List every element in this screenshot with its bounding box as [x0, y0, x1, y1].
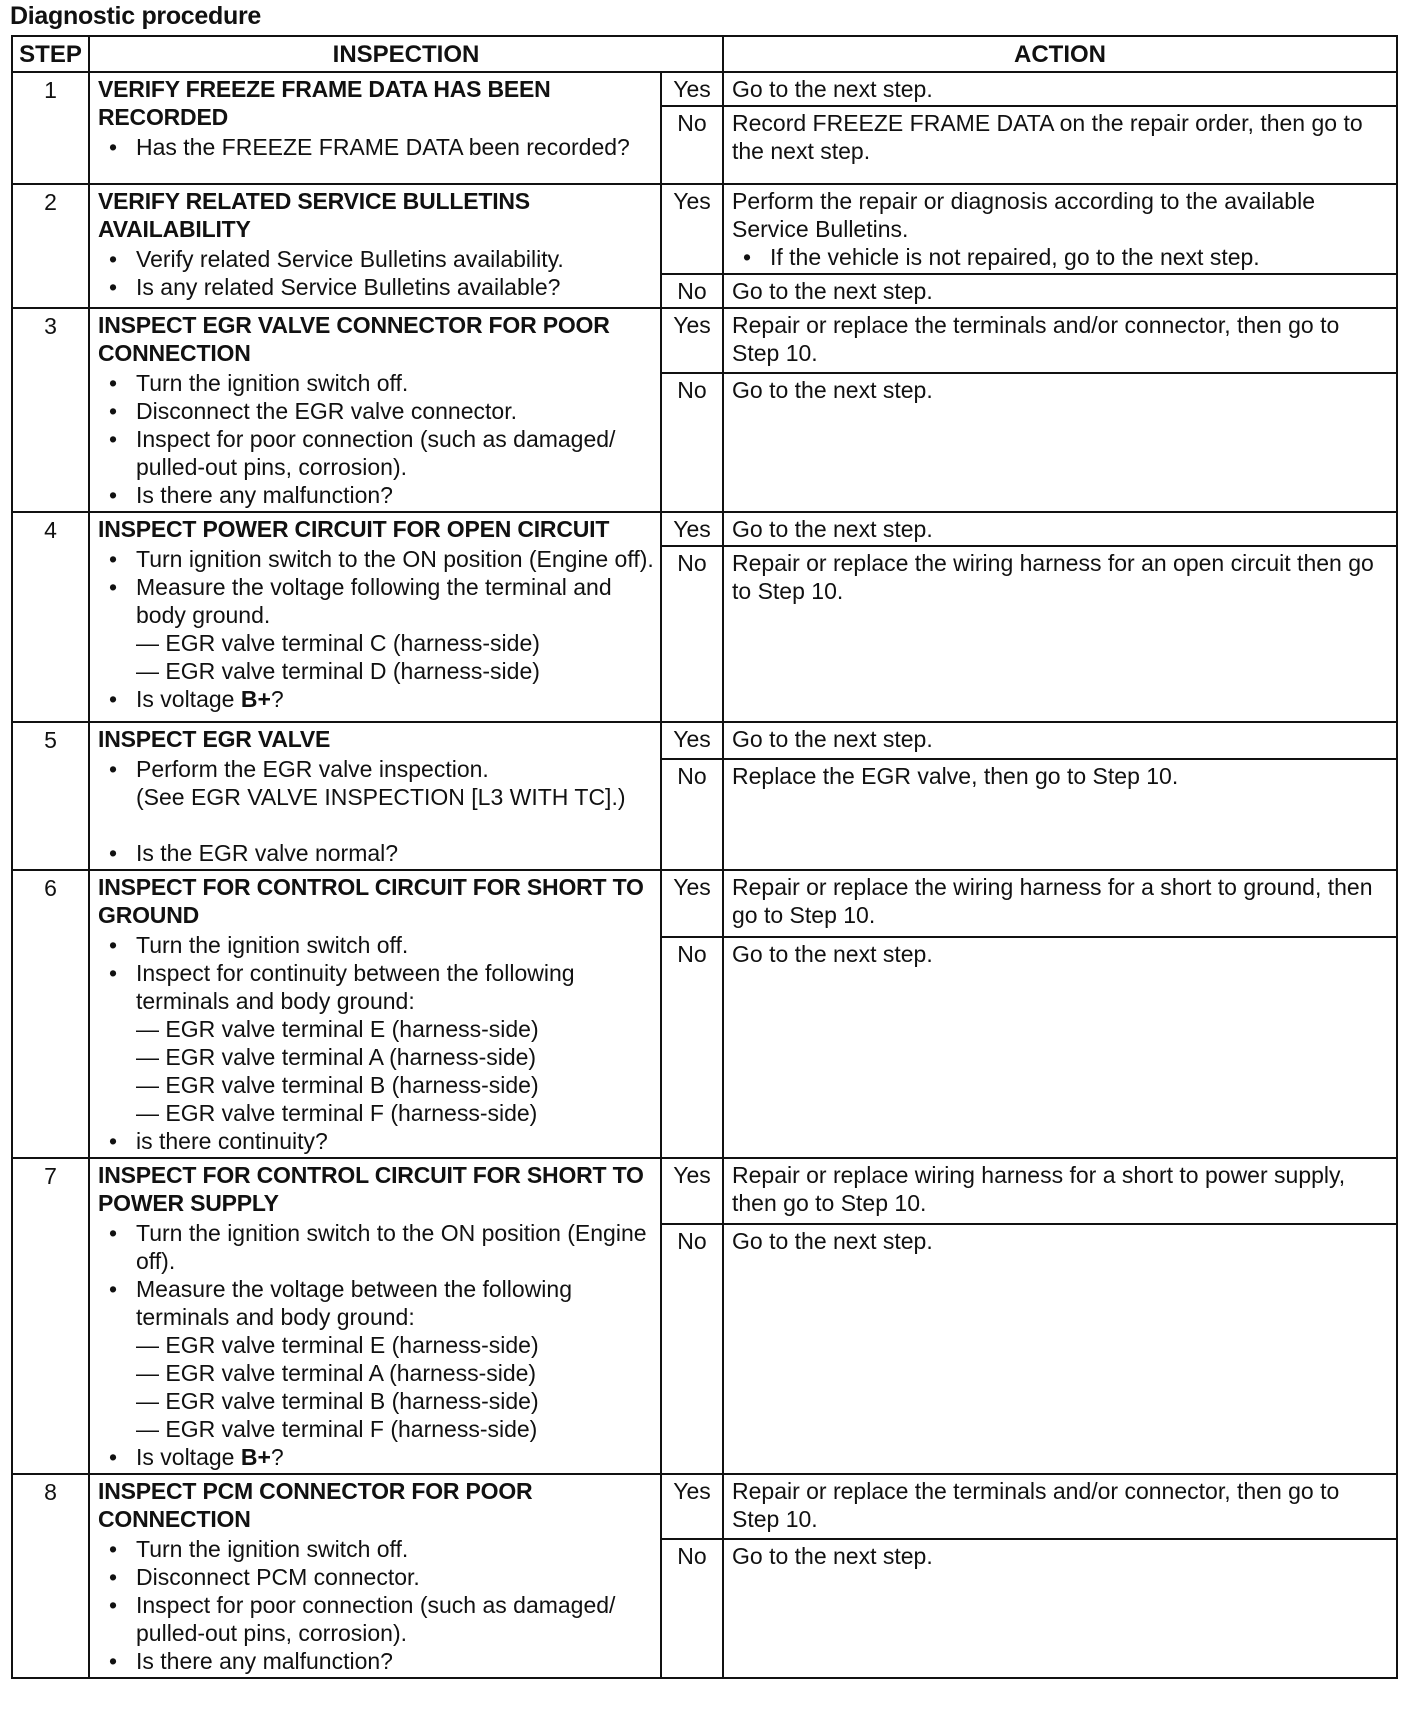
- yes-label: Yes: [661, 722, 723, 759]
- inspection-bullets: [98, 1219, 654, 1471]
- terminal-item: — EGR valve terminal B (harness-side): [136, 1071, 654, 1099]
- yes-action-text: Perform the repair or diagnosis according to the available Service Bulletins.: [732, 188, 1315, 242]
- bullet: [98, 959, 654, 1127]
- header-inspection: INSPECTION: [89, 36, 723, 72]
- page-title: Diagnostic procedure: [10, 2, 261, 30]
- step-number: 1: [12, 72, 89, 184]
- inspection-title: INSPECT FOR CONTROL CIRCUIT FOR SHORT TO POWER SUPPLY: [98, 1162, 644, 1216]
- yes-label: Yes: [661, 72, 723, 106]
- header-action: ACTION: [723, 36, 1397, 72]
- yes-action: Repair or replace the terminals and/or connector, then go to Step 10.: [723, 308, 1397, 373]
- terminal-item: — EGR valve terminal A (harness-side): [136, 1359, 654, 1387]
- no-action: Repair or replace the wiring harness for an open circuit then go to Step 10.: [723, 546, 1397, 722]
- bullet: • Inspect for poor connection (such as damaged/ pulled-out pins, corrosion).: [98, 1591, 654, 1647]
- no-action: Replace the EGR valve, then go to Step 10.: [723, 759, 1397, 870]
- yes-label: Yes: [661, 184, 723, 274]
- yes-label: Yes: [661, 1158, 723, 1224]
- no-label: No: [661, 106, 723, 184]
- no-label: No: [661, 373, 723, 512]
- bullet: • Turn the ignition switch off.: [98, 369, 654, 397]
- no-action: Go to the next step.: [723, 373, 1397, 512]
- inspection-bullets: [98, 1535, 654, 1675]
- yes-action: Go to the next step.: [723, 722, 1397, 759]
- bullet-text: Perform the EGR valve inspection.: [136, 756, 489, 782]
- yes-action: Go to the next step.: [723, 512, 1397, 546]
- inspection-reference: (See EGR VALVE INSPECTION [L3 WITH TC].): [136, 784, 626, 810]
- bullet: [98, 1275, 654, 1443]
- step-inspection: [89, 308, 661, 512]
- step-number: 7: [12, 1158, 89, 1474]
- yes-action: [723, 184, 1397, 274]
- yes-action: Repair or replace wiring harness for a short to power supply, then go to Step 10.: [723, 1158, 1397, 1224]
- step-inspection: [89, 512, 661, 722]
- bullet-text: Measure the voltage between the following terminals and body ground:: [136, 1276, 573, 1330]
- step-inspection: [89, 184, 661, 308]
- bullet: • Turn ignition switch to the ON position (Engine off).: [98, 545, 654, 573]
- yes-action: Repair or replace the wiring harness for a short to ground, then go to Step 10.: [723, 870, 1397, 937]
- terminal-item: — EGR valve terminal F (harness-side): [136, 1415, 654, 1443]
- diagnostic-table: [11, 35, 1398, 1679]
- bullet: • Is there any malfunction?: [98, 481, 654, 509]
- bullet: • Verify related Service Bulletins availability.: [98, 245, 654, 273]
- bullet: • Is any related Service Bulletins available?: [98, 273, 654, 301]
- yes-label: Yes: [661, 512, 723, 546]
- no-action: Record FREEZE FRAME DATA on the repair order, then go to the next step.: [723, 106, 1397, 184]
- no-action: Go to the next step.: [723, 274, 1397, 308]
- step-number: 2: [12, 184, 89, 308]
- bullet: • Has the FREEZE FRAME DATA been recorded?: [98, 133, 654, 161]
- step-number: 5: [12, 722, 89, 870]
- no-action: Go to the next step.: [723, 937, 1397, 1158]
- inspection-bullets: [98, 931, 654, 1155]
- step-6-yes-row: [12, 870, 1397, 937]
- bullet: • Is there any malfunction?: [98, 1647, 654, 1675]
- yes-action: Go to the next step.: [723, 72, 1397, 106]
- bullet: • Turn the ignition switch to the ON position (Engine off).: [98, 1219, 654, 1275]
- step-inspection: [89, 722, 661, 870]
- inspection-bullets: [98, 755, 654, 867]
- no-label: No: [661, 274, 723, 308]
- no-label: No: [661, 546, 723, 722]
- no-label: No: [661, 1539, 723, 1678]
- terminal-item: — EGR valve terminal E (harness-side): [136, 1015, 654, 1043]
- header-row: [12, 36, 1397, 72]
- inspection-title: VERIFY RELATED SERVICE BULLETINS AVAILABILITY: [98, 188, 530, 242]
- no-label: No: [661, 937, 723, 1158]
- terminal-item: — EGR valve terminal B (harness-side): [136, 1387, 654, 1415]
- voltage-value: B+: [240, 686, 271, 712]
- yes-label: Yes: [661, 870, 723, 937]
- no-action: Go to the next step.: [723, 1539, 1397, 1678]
- step-3-yes-row: [12, 308, 1397, 373]
- bullet: [98, 685, 654, 713]
- step-number: 4: [12, 512, 89, 722]
- bullet-text-end: ?: [270, 686, 284, 712]
- inspection-bullets: [98, 369, 654, 509]
- no-label: No: [661, 1224, 723, 1474]
- terminal-item: — EGR valve terminal C (harness-side): [136, 629, 654, 657]
- yes-action-bullets: [732, 243, 1390, 271]
- step-number: 3: [12, 308, 89, 512]
- yes-action: Repair or replace the terminals and/or connector, then go to Step 10.: [723, 1474, 1397, 1539]
- step-2-yes-row: [12, 184, 1397, 274]
- bullet: • If the vehicle is not repaired, go to the next step.: [732, 243, 1390, 271]
- voltage-value: B+: [240, 1444, 271, 1470]
- bullet-text: Is voltage: [136, 1444, 241, 1470]
- terminal-item: — EGR valve terminal A (harness-side): [136, 1043, 654, 1071]
- step-4-yes-row: [12, 512, 1397, 546]
- step-inspection: [89, 72, 661, 184]
- bullet: • Disconnect the EGR valve connector.: [98, 397, 654, 425]
- terminal-item: — EGR valve terminal E (harness-side): [136, 1331, 654, 1359]
- bullet: • Inspect for poor connection (such as damaged/ pulled-out pins, corrosion).: [98, 425, 654, 481]
- step-1-yes-row: [12, 72, 1397, 106]
- step-inspection: [89, 870, 661, 1158]
- no-label: No: [661, 759, 723, 870]
- bullet: • Disconnect PCM connector.: [98, 1563, 654, 1591]
- yes-label: Yes: [661, 308, 723, 373]
- step-inspection: [89, 1158, 661, 1474]
- inspection-bullets: [98, 245, 654, 301]
- bullet: • Is the EGR valve normal?: [98, 839, 654, 867]
- bullet-text-end: ?: [270, 1444, 284, 1470]
- bullet-text: Is voltage: [136, 686, 241, 712]
- header-step: STEP: [12, 36, 89, 72]
- step-8-yes-row: [12, 1474, 1397, 1539]
- inspection-title: INSPECT EGR VALVE CONNECTOR FOR POOR CONNECTION: [98, 312, 610, 366]
- step-number: 6: [12, 870, 89, 1158]
- bullet: • is there continuity?: [98, 1127, 654, 1155]
- step-number: 8: [12, 1474, 89, 1678]
- yes-label: Yes: [661, 1474, 723, 1539]
- step-inspection: [89, 1474, 661, 1678]
- no-action: Go to the next step.: [723, 1224, 1397, 1474]
- inspection-title: VERIFY FREEZE FRAME DATA HAS BEEN RECORDED: [98, 76, 551, 130]
- inspection-bullets: [98, 545, 654, 713]
- bullet-text: Measure the voltage following the terminal and body ground.: [136, 574, 612, 628]
- inspection-bullets: [98, 133, 654, 161]
- terminal-item: — EGR valve terminal D (harness-side): [136, 657, 654, 685]
- inspection-title: INSPECT PCM CONNECTOR FOR POOR CONNECTION: [98, 1478, 533, 1532]
- bullet: • Turn the ignition switch off.: [98, 931, 654, 959]
- step-7-yes-row: [12, 1158, 1397, 1224]
- bullet: [98, 1443, 654, 1471]
- inspection-title: INSPECT POWER CIRCUIT FOR OPEN CIRCUIT: [98, 516, 610, 542]
- terminal-item: — EGR valve terminal F (harness-side): [136, 1099, 654, 1127]
- bullet: [98, 755, 654, 811]
- inspection-title: INSPECT EGR VALVE: [98, 726, 331, 752]
- step-5-yes-row: [12, 722, 1397, 759]
- bullet: [98, 573, 654, 685]
- bullet: • Turn the ignition switch off.: [98, 1535, 654, 1563]
- bullet-text: Inspect for continuity between the following terminals and body ground:: [136, 960, 575, 1014]
- inspection-title: INSPECT FOR CONTROL CIRCUIT FOR SHORT TO GROUND: [98, 874, 644, 928]
